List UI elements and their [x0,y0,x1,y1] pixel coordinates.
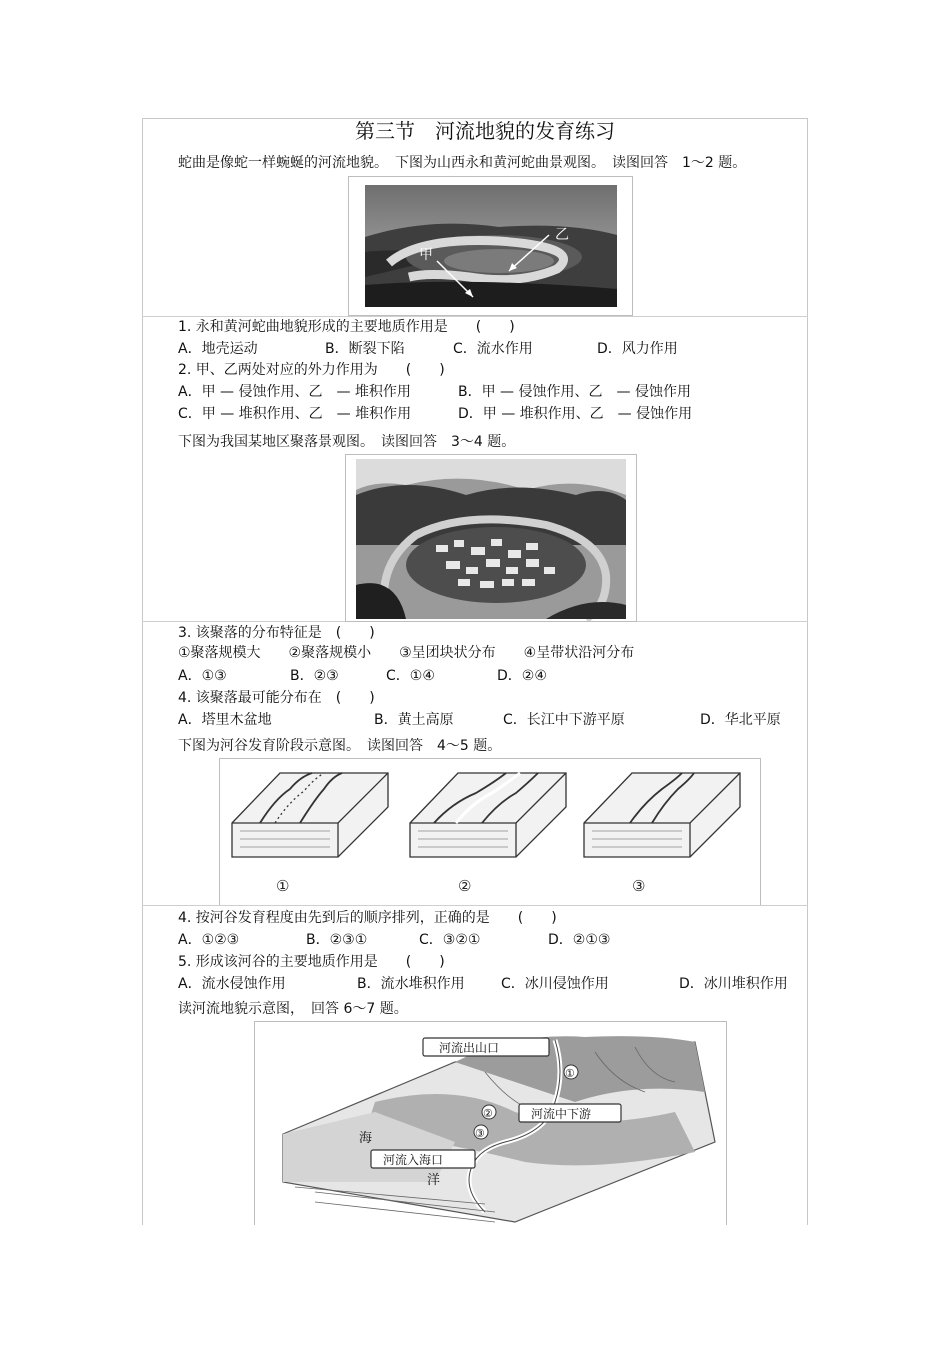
intro-text-1: 蛇曲是像蛇一样蜿蜒的河流地貌。 下图为山西永和黄河蛇曲景观图。 读图回答 1～2 题。 [178,155,747,171]
question-5-stem: 5. 形成该河谷的主要地质作用是 ( ) [178,954,445,970]
q2-option-a[interactable]: A．甲 — 侵蚀作用、乙 — 堆积作用 [178,384,411,400]
q3-option-a[interactable]: A．①③ [178,668,227,684]
q2-option-c[interactable]: C．甲 — 堆积作用、乙 — 堆积作用 [178,406,412,422]
page-title: 第三节 河流地貌的发育练习 [355,119,615,143]
label-river-middle-lower: 河流中下游 [531,1107,592,1121]
figure-meander-photo [348,176,633,316]
label-yi: 乙 [555,227,569,243]
stage-label-2: ② [458,877,472,895]
intro-text-2: 下图为我国某地区聚落景观图。 读图回答 3～4 题。 [178,434,516,450]
figure-settlement-photo [345,454,637,622]
q2-option-b[interactable]: B．甲 — 侵蚀作用、乙 — 侵蚀作用 [458,384,691,400]
q5-option-a[interactable]: A．流水侵蚀作用 [178,976,286,992]
label-sea: 海 [359,1131,373,1146]
question-4a-stem: 4. 该聚落最可能分布在 ( ) [178,690,375,706]
q3-option-b[interactable]: B．②③ [290,668,339,684]
q4a-option-b[interactable]: B．黄土高原 [374,712,454,728]
q5-option-d[interactable]: D．冰川堆积作用 [679,976,788,992]
q1-option-c[interactable]: C．流水作用 [453,341,533,357]
label-ocean: 洋 [427,1173,441,1188]
stage-label-1: ① [276,877,290,895]
q4b-option-b[interactable]: B．②③① [306,932,368,948]
q3-option-d[interactable]: D．②④ [497,668,547,684]
q4a-option-d[interactable]: D．华北平原 [700,712,781,728]
marker-2: ② [483,1107,493,1120]
label-jia: 甲 [419,247,433,263]
q3-option-c[interactable]: C．①④ [386,668,435,684]
q1-option-d[interactable]: D．风力作用 [597,341,678,357]
q4b-option-c[interactable]: C．③②① [419,932,481,948]
intro-text-4: 读河流地貌示意图， 回答 6～7 题。 [178,1001,408,1017]
q2-option-d[interactable]: D．甲 — 堆积作用、乙 — 侵蚀作用 [458,406,693,422]
q5-option-b[interactable]: B．流水堆积作用 [357,976,465,992]
q4a-option-a[interactable]: A．塔里木盆地 [178,712,272,728]
figure-river-landforms [254,1021,727,1225]
question-4b-stem: 4. 按河谷发育程度由先到后的顺序排列，正确的是 ( ) [178,910,557,926]
section-divider [142,316,808,317]
question-1-stem: 1. 永和黄河蛇曲地貌形成的主要地质作用是 ( ) [178,319,515,335]
q1-option-a[interactable]: A．地壳运动 [178,341,258,357]
marker-3: ③ [475,1127,485,1140]
q4b-option-d[interactable]: D．②①③ [548,932,611,948]
label-river-exit-mountain: 河流出山口 [439,1041,500,1055]
marker-1: ① [565,1067,575,1080]
q3-statements: ①聚落规模大 ②聚落规模小 ③呈团块状分布 ④呈带状沿河分布 [178,645,635,661]
figure-valley-stages [219,758,761,905]
q5-option-c[interactable]: C．冰川侵蚀作用 [501,976,609,992]
stage-label-3: ③ [632,877,646,895]
question-3-stem: 3. 该聚落的分布特征是 ( ) [178,625,375,641]
q1-option-b[interactable]: B．断裂下陷 [325,341,405,357]
question-2-stem: 2. 甲、乙两处对应的外力作用为 ( ) [178,362,445,378]
intro-text-3: 下图为河谷发育阶段示意图。 读图回答 4～5 题。 [178,738,502,754]
label-river-mouth: 河流入海口 [383,1153,444,1167]
q4b-option-a[interactable]: A．①②③ [178,932,240,948]
q4a-option-c[interactable]: C．长江中下游平原 [503,712,625,728]
section-divider [142,905,808,906]
